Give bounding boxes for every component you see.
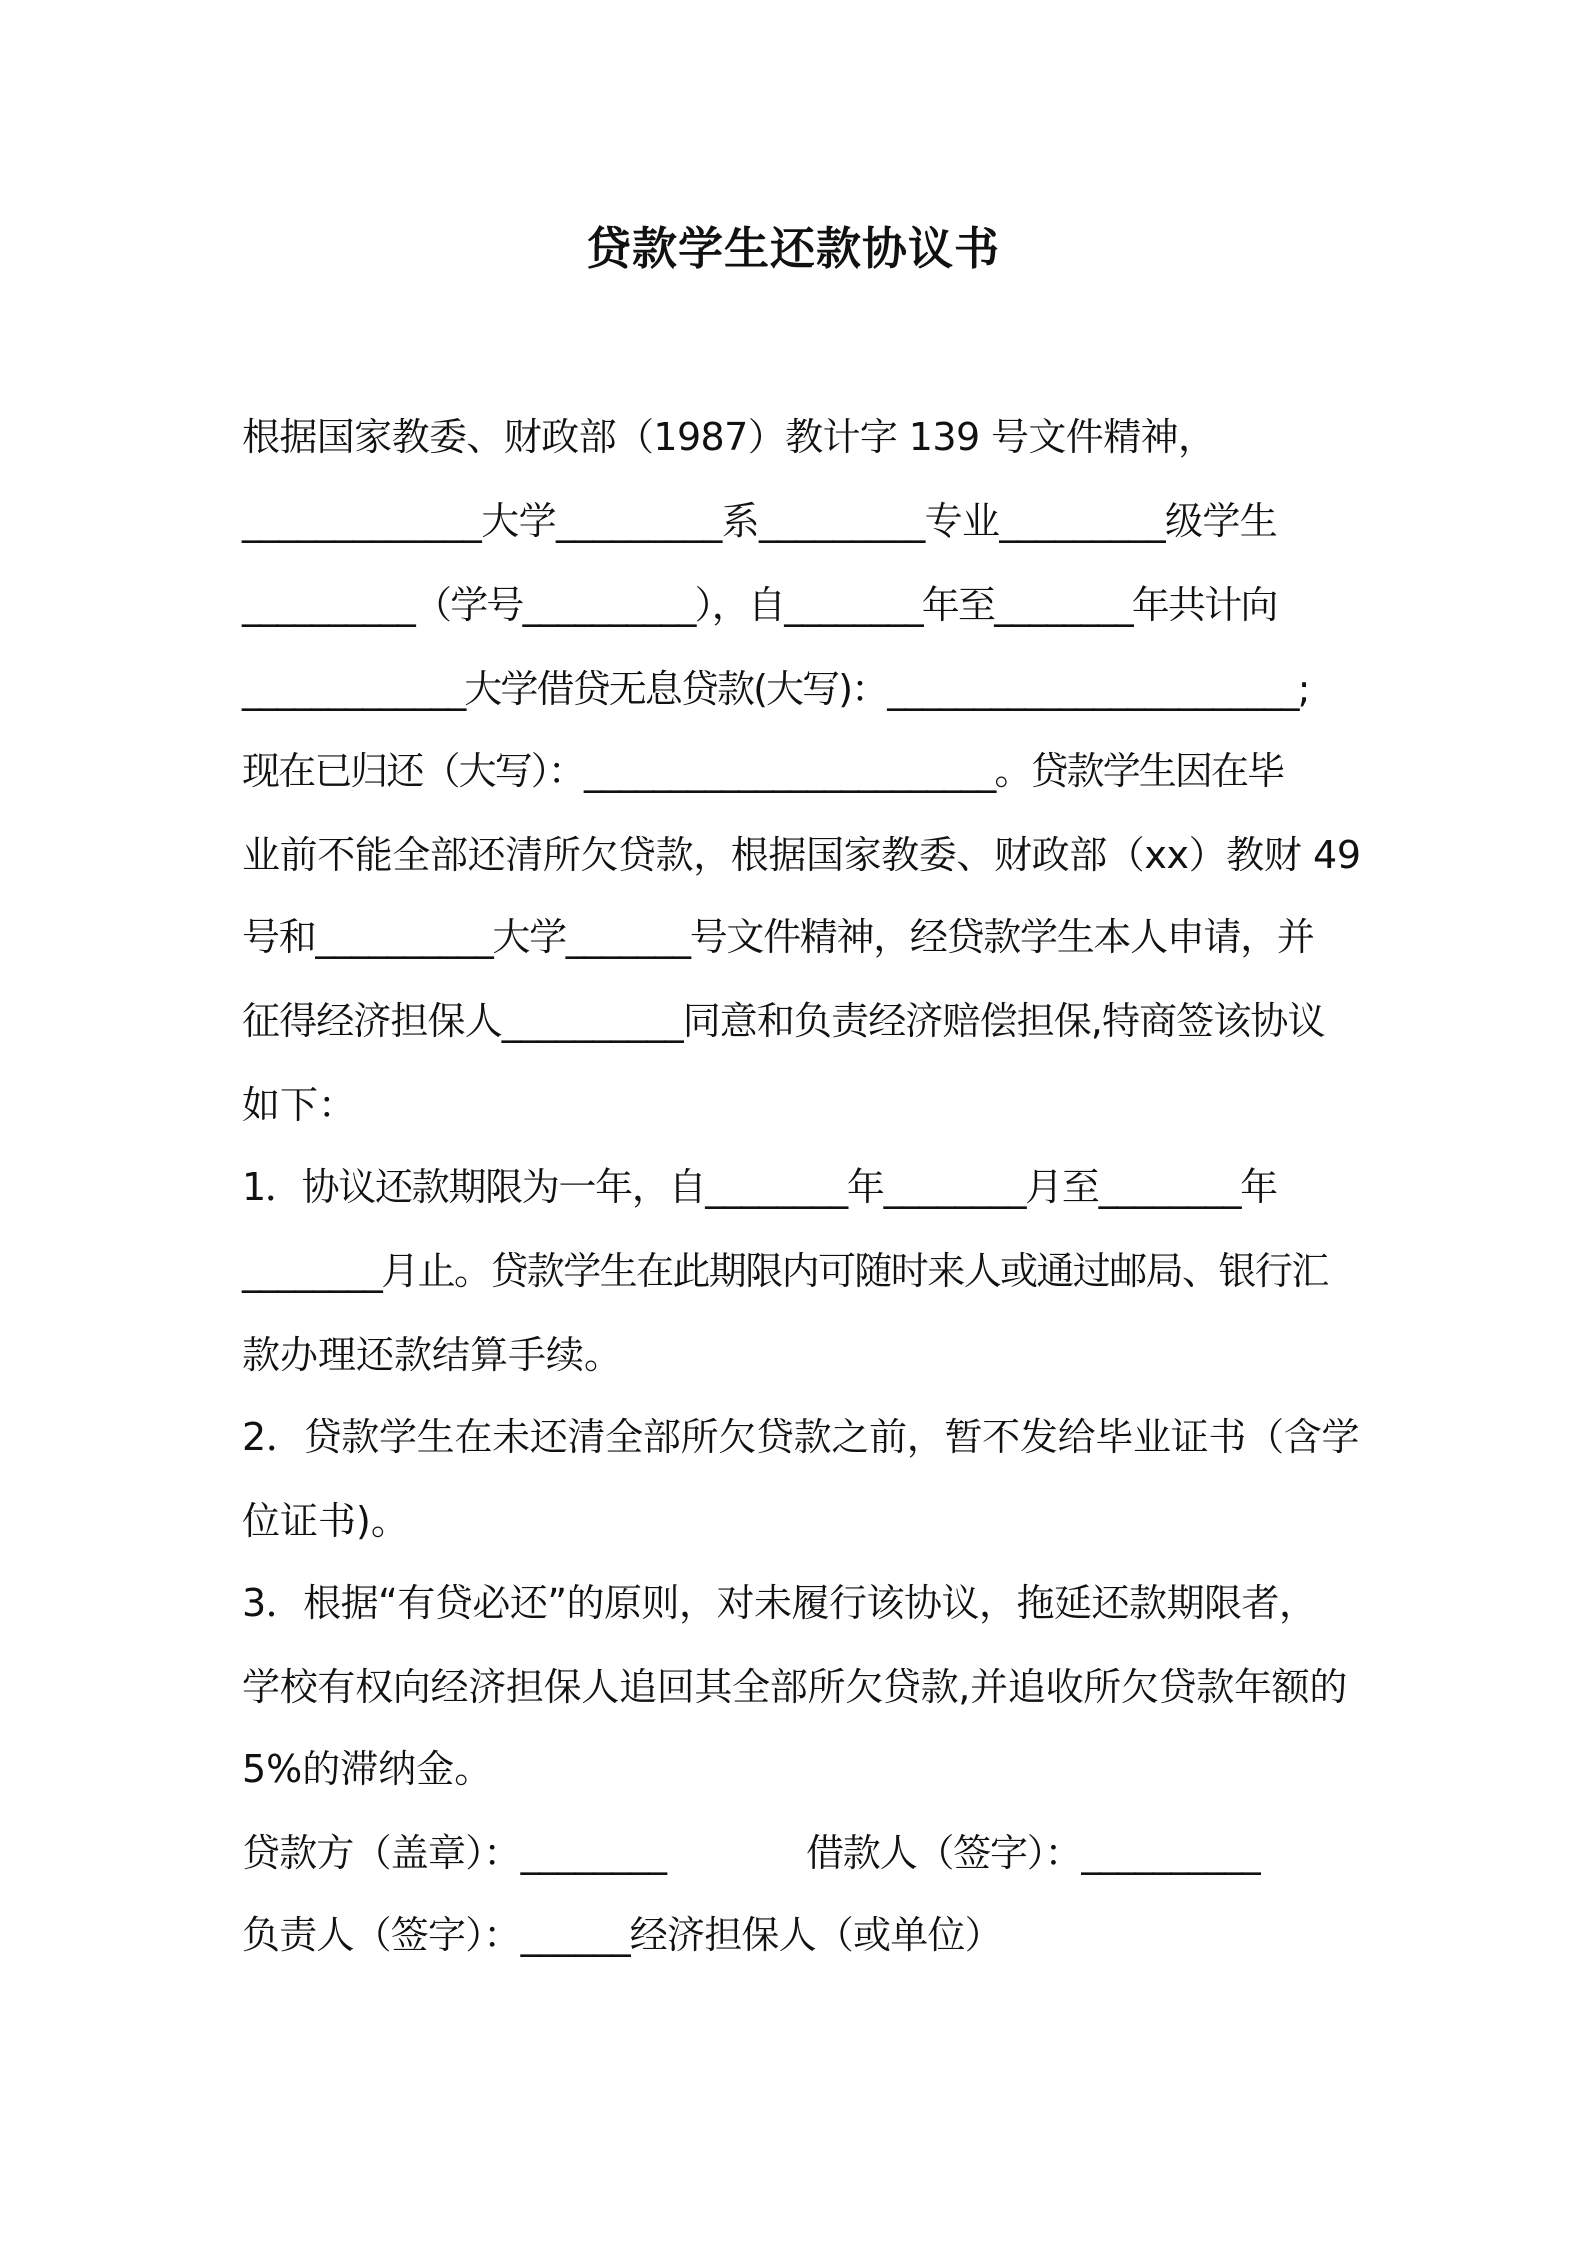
document-title: 贷款学生还款协议书 <box>585 222 1000 275</box>
clause-2-line: 位证书)。 <box>242 1499 409 1543</box>
paragraph-line: 征得经济担保人__________同意和负责经济赔偿担保,特商签该协议 <box>242 999 1325 1043</box>
clause-1-line: 款办理还款结算手续。 <box>242 1333 623 1377</box>
paragraph-line: 现在已归还（大写）：________________________。贷款学生因在毕 <box>242 749 1284 793</box>
responsible-signature-field: 负责人（签字）：______经济担保人（或单位） <box>242 1913 1002 1957</box>
paragraph-line: __________（学号__________），自________年至________年共计向 <box>242 583 1277 627</box>
paragraph-line: _____________大学借贷无息贷款(大写)：________________________; <box>242 667 1309 711</box>
borrower-signature-field: 借款人（签字）：__________ <box>806 1831 1260 1875</box>
clause-3-line: 5%的滞纳金。 <box>242 1747 493 1791</box>
paragraph-line: 根据国家教委、财政部（1987）教计字 139 号文件精神， <box>242 415 1216 459</box>
clause-1-line: ________月止。贷款学生在此期限内可随时来人或通过邮局、银行汇 <box>242 1249 1328 1293</box>
lender-seal-field: 贷款方（盖章）：________ <box>242 1831 667 1875</box>
paragraph-line: 如下： <box>242 1083 357 1127</box>
clause-2-line: 2．贷款学生在未还清全部所欠贷款之前，暂不发给毕业证书（含学 <box>242 1415 1360 1459</box>
clause-3-line: 学校有权向经济担保人追回其全部所欠贷款,并追收所欠贷款年额的 <box>242 1665 1348 1709</box>
clause-1-line: 1．协议还款期限为一年，自________年________月至________年 <box>242 1165 1277 1209</box>
paragraph-line: 号和__________大学_______号文件精神，经贷款学生本人申请，并 <box>242 915 1314 959</box>
paragraph-line: _____________大学_________系_________专业_________级学生 <box>242 499 1278 543</box>
clause-3-line: 3．根据“有贷必还”的原则，对未履行该协议，拖延还款期限者， <box>242 1581 1317 1625</box>
paragraph-line: 业前不能全部还清所欠贷款，根据国家教委、财政部（xx）教财 49 <box>242 833 1361 877</box>
